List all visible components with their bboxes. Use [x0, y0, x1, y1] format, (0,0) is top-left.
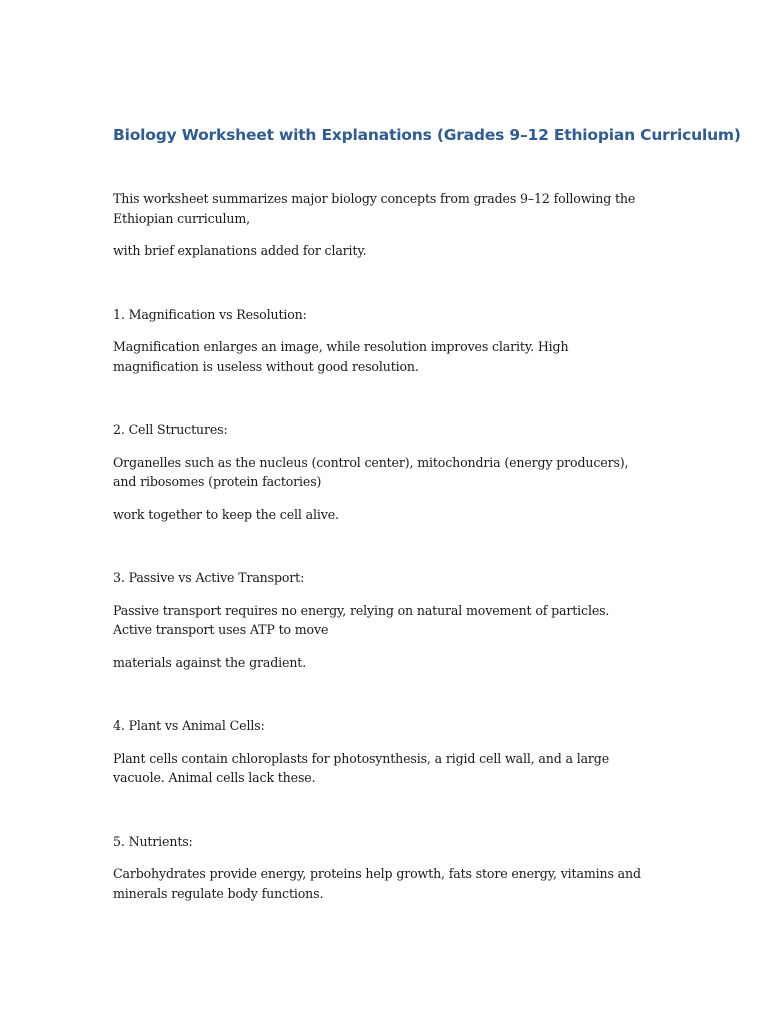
section-text-plant-animal-cells: Plant cells contain chloroplasts for photosynthesis, a rigid cell wall, and a large vacuole. Animal cells lack these.	[113, 750, 610, 785]
section-text-magnification: Magnification enlarges an image, while resolution improves clarity. High magnification is useless without good resolution.	[113, 339, 569, 374]
section-text-transport-continued: materials against the gradient.	[113, 654, 307, 670]
section-text-cell-structures-continued: work together to keep the cell alive.	[113, 506, 339, 522]
section-heading-cell-structures: 2. Cell Structures:	[113, 422, 228, 437]
section-heading-nutrients: 5. Nutrients:	[113, 833, 193, 849]
section-text-cell-structures: Organelles such as the nucleus (control center), mitochondria (energy producers), and ribosomes (protein factories)	[113, 454, 629, 489]
section-text-transport: Passive transport requires no energy, relying on natural movement of particles. Active transport uses ATP to move	[113, 602, 610, 637]
intro-paragraph-continued: with brief explanations added for clarity.	[113, 243, 367, 258]
section-text-nutrients: Carbohydrates provide energy, proteins help growth, fats store energy, vitamins and minerals regulate body functions.	[113, 866, 641, 901]
section-heading-transport: 3. Passive vs Active Transport:	[113, 570, 305, 585]
document-title: Biology Worksheet with Explanations (Grades 9–12 Ethiopian Curriculum)	[113, 126, 741, 144]
intro-paragraph: This worksheet summarizes major biology concepts from grades 9–12 following the Ethiopian curriculum,	[113, 191, 636, 226]
section-heading-plant-animal-cells: 4. Plant vs Animal Cells:	[113, 718, 265, 733]
section-heading-magnification: 1. Magnification vs Resolution:	[113, 306, 307, 322]
document-body	[113, 124, 741, 903]
